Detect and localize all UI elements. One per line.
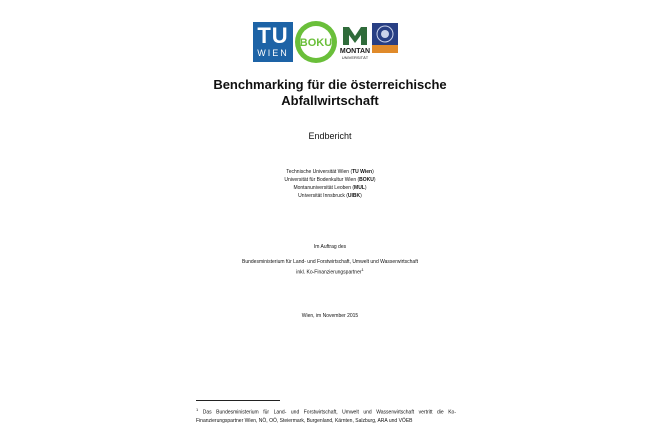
institution-item: Technische Universität Wien (TU Wien) — [286, 169, 374, 175]
tu-wien-logo-top: TU — [257, 23, 289, 48]
title-line-2: Abfallwirtschaft — [281, 93, 379, 108]
tu-wien-logo-bottom: WIEN — [257, 48, 289, 58]
uibk-logo — [372, 23, 398, 53]
institution-item: Montanuniversität Leoben (MUL) — [293, 185, 367, 191]
commission-ministry: Bundesministerium für Land- und Forstwirtschaft, Umwelt und Wasserwirtschaft — [242, 259, 418, 265]
footnote-divider — [196, 400, 280, 401]
montan-logo-subtitle: UNIVERSITÄT — [341, 55, 369, 60]
commission-partners: inkl. Ko-Finanzierungspartner$^1$ — [296, 267, 364, 276]
footnote-marker: 1 — [196, 407, 199, 412]
boku-logo-text: BOKU — [299, 37, 333, 49]
document-subtitle: Endbericht — [308, 131, 352, 141]
boku-logo — [294, 20, 338, 64]
institution-item: Universität für Bodenkultur Wien (BOKU) — [284, 177, 376, 183]
title-line-1: Benchmarking für die österreichische — [213, 77, 447, 92]
montan-logo — [339, 23, 371, 63]
footnote-text: Das Bundesministerium für Land- und Forstwirtschaft, Umwelt und Wasserwirtschaft vertritt die Ko-Finanzierungspartner Wien, NÖ, OÖ, Steiermark, Burgenland, Kärnten, Salzburg, ARA und VÖEB — [196, 409, 457, 424]
tu-wien-logo — [253, 22, 293, 62]
document-title — [0, 77, 660, 109]
institution-item: Universität Innsbruck (UIBK) — [298, 193, 362, 199]
institutions-list — [0, 168, 660, 200]
place-date: Wien, im November 2015 — [301, 313, 359, 319]
montan-logo-title: MONTAN — [339, 48, 371, 55]
footnote — [196, 406, 456, 425]
commission-intro: Im Auftrag des — [313, 244, 347, 250]
